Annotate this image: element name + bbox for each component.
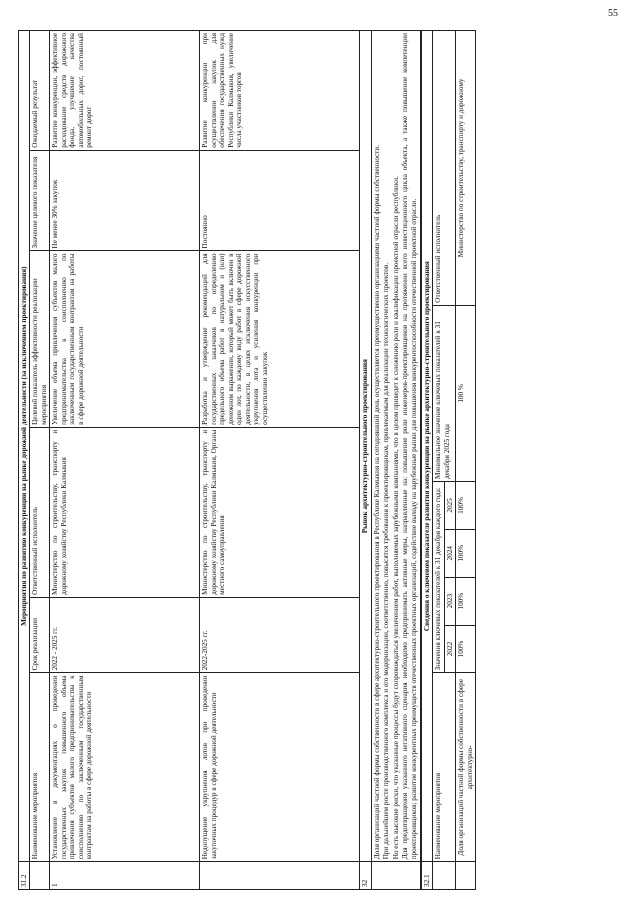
section-title: Мероприятия по развитию конкуренции на рынке дорожной деятельности (за исключением проектирования) — [19, 31, 30, 862]
header-result: Ожидаемый результат — [30, 31, 50, 151]
paragraph: Но есть высокие риски, что указанные процессы будут сопровождаться увеличением работ, выполняемых зарубежными компаниями, что в целом приведет к снижению роли и квалификации проектной отрасли республики. — [391, 176, 400, 860]
header-resp: Ответственный исполнитель — [30, 427, 50, 597]
section-32-text — [371, 31, 420, 862]
section-32-1-number: 32.1 — [421, 862, 432, 890]
table-row: Доля организаций частной формы собственности в сфере архитектурно- 100% 100% 100% 100% 100 % Министерство по строительству, транспорту и дорожному — [456, 31, 476, 890]
measures-table — [18, 30, 421, 890]
header-value: Значение целевого показателя — [30, 150, 50, 251]
header-values: Значения ключевых показателей к 31 декабря каждого года: — [433, 482, 444, 673]
key-indicator-table — [421, 30, 476, 890]
section-32-1-title: Сведения о ключевом показателе развития конкуренции на рынке архитектурно-строительного проектирования — [421, 31, 432, 862]
section-32-number: 32 — [360, 862, 371, 890]
paragraph: Для предотвращения указанного негативного сценария необходимо предпринимать активные меры, направленные на: повышение роли инженеров-проектировщиков на протяжении всего инвестиционного цикла объекта, а также повышение компетенции проектировщиков; развитие конкурентных преимуществ отечественных проектных организаций, содействие выходу на зарубежные рынки для повышения конкурентоспособности отечественной проектной отрасли. — [401, 33, 418, 860]
year-2025: 2025 — [444, 482, 455, 530]
table-row: Недопущение укрупнения лотов при проведении закупочных процедур в сфере дорожной деятельности 2022-2025 гг. Министерство по строительству, транспорту и дорожному хозяйству Республики Калмыкия, Органы местного самоуправления Разработка и утверждение рекомендаций для государственных заказчиков по определению предельного объема работ в натуральном и (или) денежном выражении, который может быть включен в один лот, по каждому виду работ в сфере дорожной деятельности, в целях исключения искусственного укрупнения лота и усиления конкуренции при осуществлении закупок Постоянно Развитие конкуренции при осуществлении закупок для обеспечения государственных нужд Республики Калмыкия, увеличение числа участников торгов — [200, 31, 360, 890]
year-2023: 2023 — [444, 577, 455, 625]
paragraph: Доля организаций частной формы собственности в сфере архитектурно-строительного проектирования в Республике Калмыкия на сегодняшний день осуществляется преимущественно организациями частной формы собственности. — [372, 144, 381, 860]
header-term: Срок реализации — [30, 597, 50, 673]
header-min: Минимальное значение ключевых показателей к 31 декабря 2025 года — [433, 305, 456, 481]
header-resp: Ответственный исполнитель — [433, 31, 456, 306]
section-number: 31.2 — [19, 862, 30, 890]
paragraph: При дальнейшем росте производственного комплекса и его модернизации, соответственно, повысятся требования к проектировщикам, привлекаемым для реализации технологических проектов. — [382, 262, 391, 860]
page-number: 55 — [608, 8, 618, 19]
year-2024: 2024 — [444, 529, 455, 577]
header-name: Наименование мероприятия — [433, 673, 456, 862]
header-indicator: Целевой показатель эффективности реализации мероприятия — [30, 251, 50, 427]
year-2022: 2022 — [444, 625, 455, 673]
table-row: 1 Установление в документациях о проведении государственных закупок повышенного объема привлечения субъектов малого предпринимательства к соисполнению по заключенным государственным контрактам на работы в сфере дорожной деятельности 2022 - 2025 гг. Министерство по строительству, транспорту и дорожному хозяйству Республики Калмыкия Увеличение объема привлечения субъектов малого предпринимательства к соисполнению по заключенным государственным контрактам на работы в сфере дорожной деятельности Не менее 30% закупок Развитие конкуренции, эффективное расходование средств дорожного фонда, улучшение качества автомобильных дорог, постоянный ремонт дорог — [50, 31, 200, 890]
header-name: Наименование мероприятия — [30, 673, 50, 862]
section-32-title: Рынок архитектурно-строительного проектирования — [360, 31, 371, 862]
rotated-page-content — [18, 30, 618, 890]
